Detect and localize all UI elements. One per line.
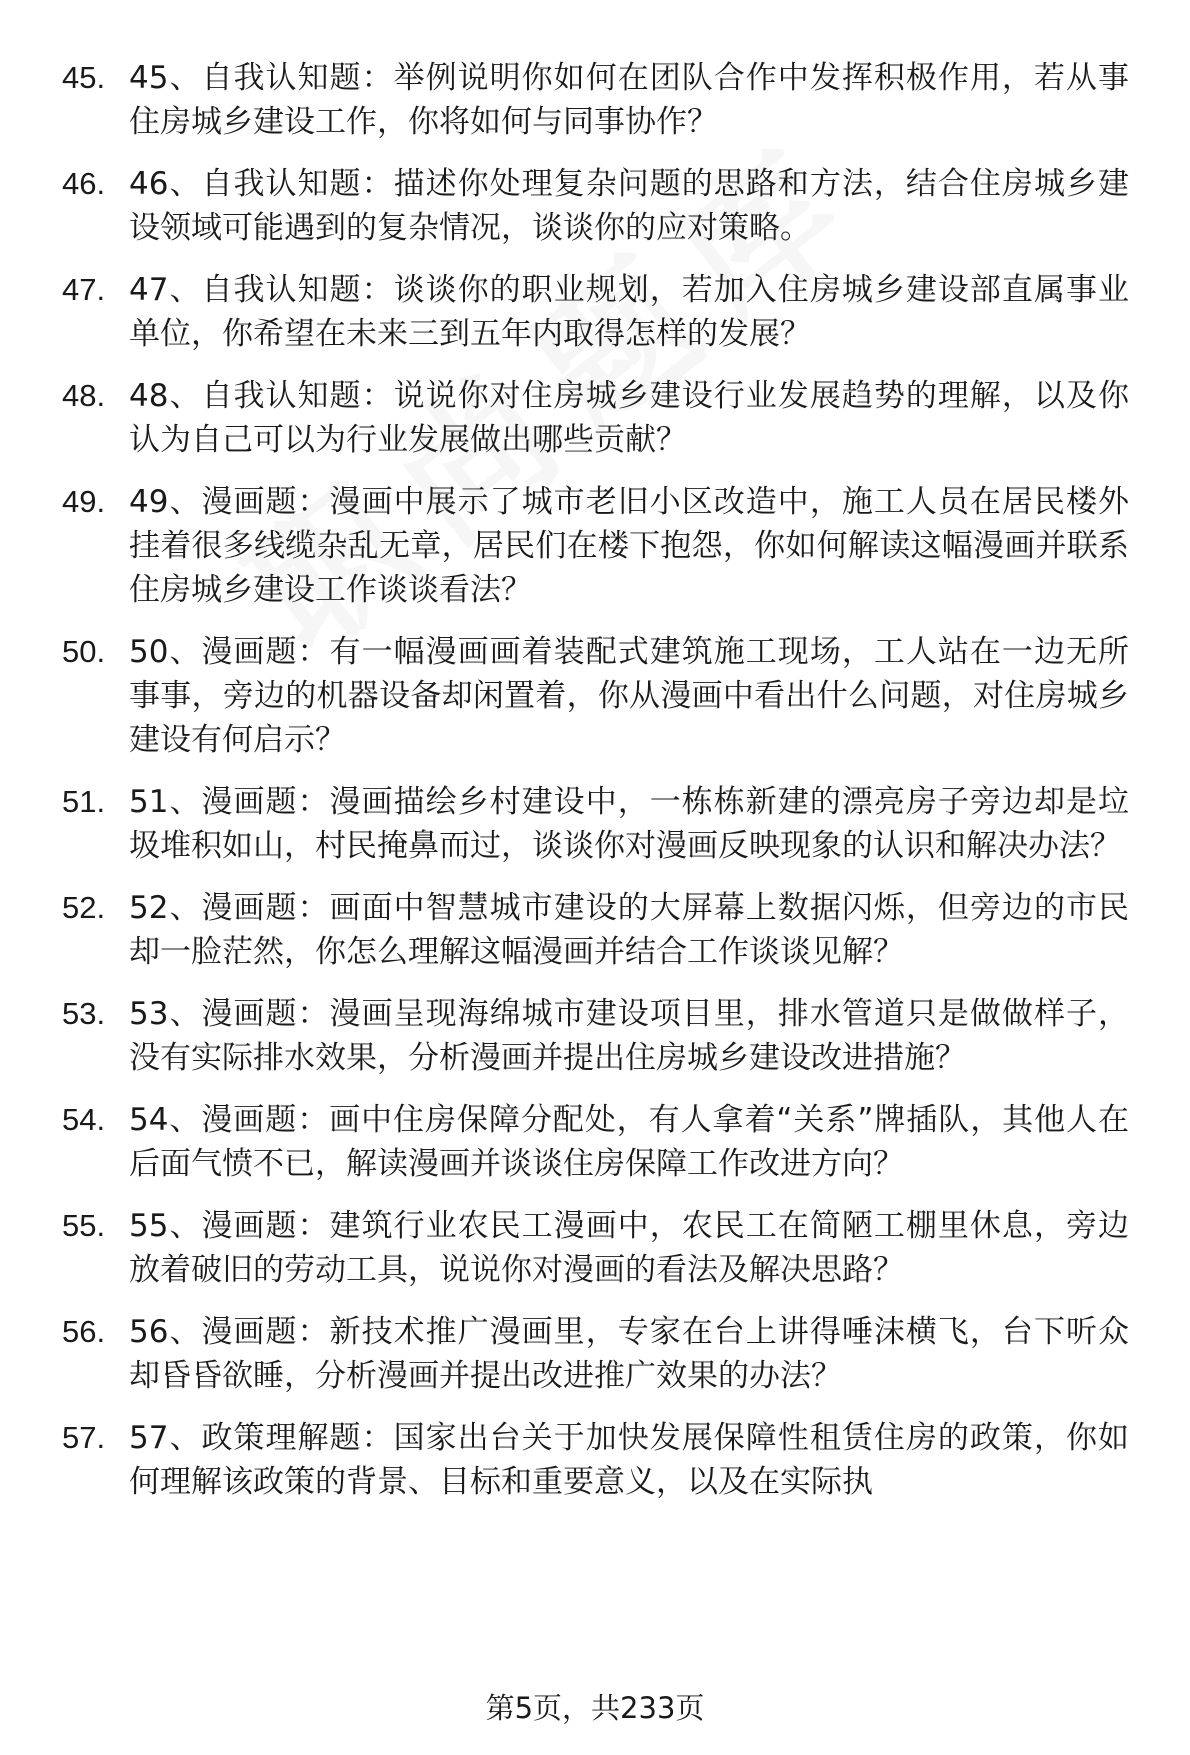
question-number: 48. xyxy=(62,378,106,413)
question-text: 56、漫画题：新技术推广漫画里，专家在台上讲得唾沫横飞，台下听众却昏昏欲睡，分析漫画并提出改进推广效果的办法？ xyxy=(129,1314,1129,1394)
question-number: 54. xyxy=(62,1102,106,1137)
list-item xyxy=(62,162,1152,250)
question-text: 46、自我认知题：描述你处理复杂问题的思路和方法，结合住房城乡建设领域可能遇到的复杂情况，谈谈你的应对策略。 xyxy=(129,166,1129,246)
list-item xyxy=(62,1310,1152,1398)
question-text: 54、漫画题：画中住房保障分配处，有人拿着“关系”牌插队，其他人在后面气愤不已，解读漫画并谈谈住房保障工作改进方向？ xyxy=(129,1102,1129,1182)
question-text: 57、政策理解题：国家出台关于加快发展保障性租赁住房的政策，你如何理解该政策的背景、目标和重要意义，以及在实际执 xyxy=(129,1420,1129,1500)
list-item xyxy=(62,480,1152,612)
question-text: 53、漫画题：漫画呈现海绵城市建设项目里，排水管道只是做做样子，没有实际排水效果，分析漫画并提出住房城乡建设改进措施？ xyxy=(129,996,1129,1076)
question-number: 50. xyxy=(62,634,106,669)
question-number: 57. xyxy=(62,1420,106,1455)
question-list xyxy=(62,56,1152,1522)
question-text: 55、漫画题：建筑行业农民工漫画中，农民工在简陋工棚里休息，旁边放着破旧的劳动工具，说说你对漫画的看法及解决思路？ xyxy=(129,1208,1129,1288)
question-text: 45、自我认知题：举例说明你如何在团队合作中发挥积极作用，若从事住房城乡建设工作，你将如何与同事协作？ xyxy=(129,60,1129,140)
list-item xyxy=(62,268,1152,356)
list-item xyxy=(62,992,1152,1080)
question-text: 49、漫画题：漫画中展示了城市老旧小区改造中，施工人员在居民楼外挂着很多线缆杂乱无章，居民们在楼下抱怨，你如何解读这幅漫画并联系住房城乡建设工作谈谈看法？ xyxy=(129,484,1129,608)
question-number: 56. xyxy=(62,1314,106,1349)
question-number: 53. xyxy=(62,996,106,1031)
question-number: 47. xyxy=(62,272,106,307)
page-footer xyxy=(0,1688,1190,1728)
question-number: 55. xyxy=(62,1208,106,1243)
question-number: 51. xyxy=(62,784,106,819)
question-text: 51、漫画题：漫画描绘乡村建设中，一栋栋新建的漂亮房子旁边却是垃圾堆积如山，村民掩鼻而过，谈谈你对漫画反映现象的认识和解决办法？ xyxy=(129,784,1129,864)
list-item xyxy=(62,1204,1152,1292)
question-text: 52、漫画题：画面中智慧城市建设的大屏幕上数据闪烁，但旁边的市民却一脸茫然，你怎么理解这幅漫画并结合工作谈谈见解？ xyxy=(129,890,1129,970)
question-text: 48、自我认知题：说说你对住房城乡建设行业发展趋势的理解，以及你认为自己可以为行业发展做出哪些贡献？ xyxy=(129,378,1129,458)
question-number: 49. xyxy=(62,484,106,519)
question-text: 50、漫画题：有一幅漫画画着装配式建筑施工现场，工人站在一边无所事事，旁边的机器设备却闲置着，你从漫画中看出什么问题，对住房城乡建设有何启示？ xyxy=(129,634,1129,758)
question-number: 46. xyxy=(62,166,106,201)
list-item xyxy=(62,374,1152,462)
list-item xyxy=(62,1416,1152,1504)
question-number: 45. xyxy=(62,60,106,95)
question-text: 47、自我认知题：谈谈你的职业规划，若加入住房城乡建设部直属事业单位，你希望在未来三到五年内取得怎样的发展？ xyxy=(129,272,1129,352)
list-item xyxy=(62,630,1152,762)
list-item xyxy=(62,886,1152,974)
list-item xyxy=(62,1098,1152,1186)
list-item xyxy=(62,780,1152,868)
page-number: 第5页，共233页 xyxy=(485,1691,705,1725)
question-number: 52. xyxy=(62,890,106,925)
list-item xyxy=(62,56,1152,144)
